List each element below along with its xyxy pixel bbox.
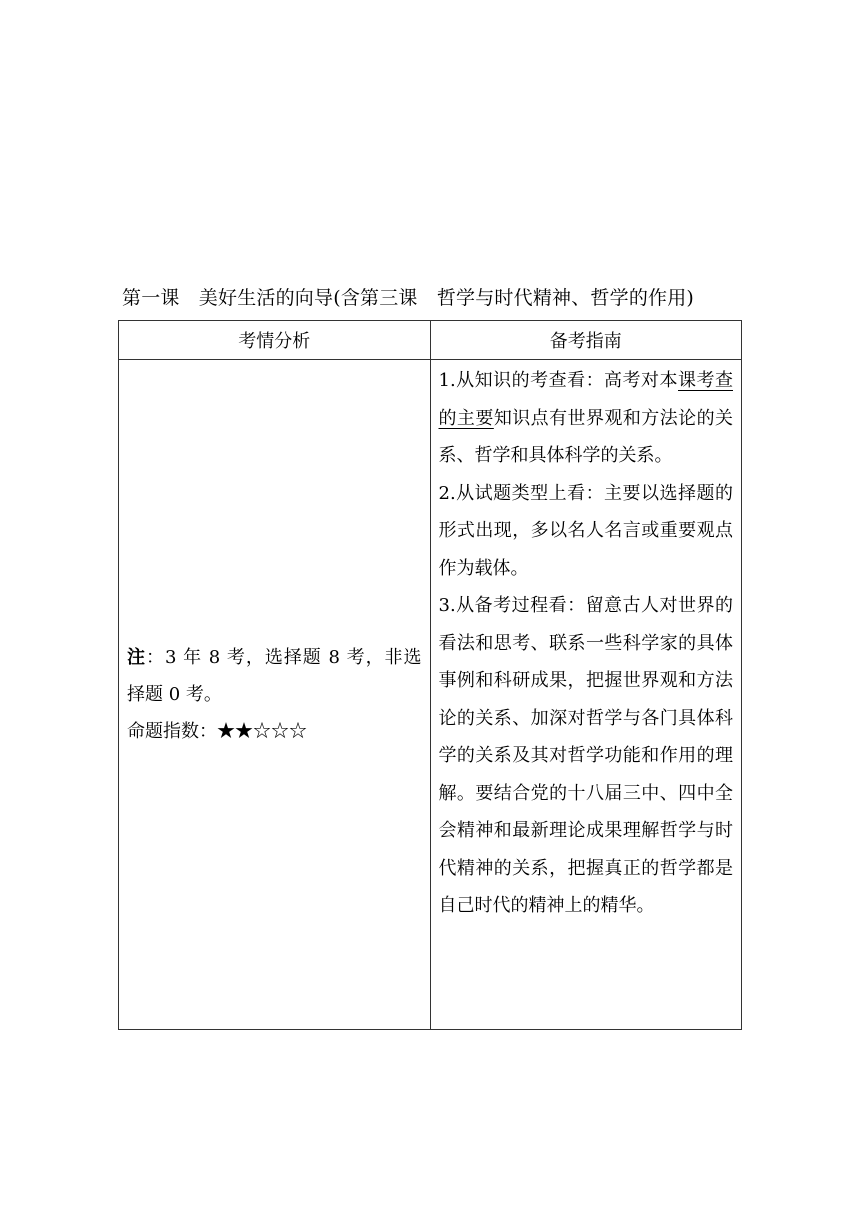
study-guide-cell [430,360,742,1030]
document-title: 第一课 美好生活的向导(含第三课 哲学与时代精神、哲学的作用) [122,287,695,309]
guide-item-2: 2.从试题类型上看：主要以选择题的形式出现，多以名人名言或重要观点作为载体。 [438,482,733,579]
exam-guide-table [118,320,742,1030]
table-body-row [119,360,742,1030]
difficulty-index [127,713,422,750]
index-label: 命题指数： [127,721,217,742]
table-header-row [119,321,742,360]
item1-underlined-text: 课考查的主要 [438,370,733,429]
exam-note [127,639,422,713]
exam-analysis-cell [119,360,431,1030]
guide-item-1 [439,362,734,475]
guide-item-3: 3.从备考过程看：留意古人对世界的看法和思考、联系一些科学家的具体事例和科研成果，把握世界观和方法论的关系、加深对哲学与各门具体科学的关系及其对哲学功能和作用的理解。要结合党的十八届三中、四中全会精神和最新理论成果理解哲学与时代精神的关系，把握真正的哲学都是自己时代的精神上的精华。 [438,595,733,916]
header-exam-analysis: 考情分析 [119,321,431,360]
item1-text-before: 1.从知识的考查看：高考对本 [438,370,679,391]
item1-text-after: 知识点有世界观和方法论的关系、哲学和具体科学的关系。 [438,407,734,466]
note-text: ：3 年 8 考，选择题 8 考，非选择题 0 考。 [127,647,422,705]
note-label: 注 [127,647,146,668]
index-stars: ★★☆☆☆ [217,721,307,742]
header-study-guide: 备考指南 [430,321,742,360]
